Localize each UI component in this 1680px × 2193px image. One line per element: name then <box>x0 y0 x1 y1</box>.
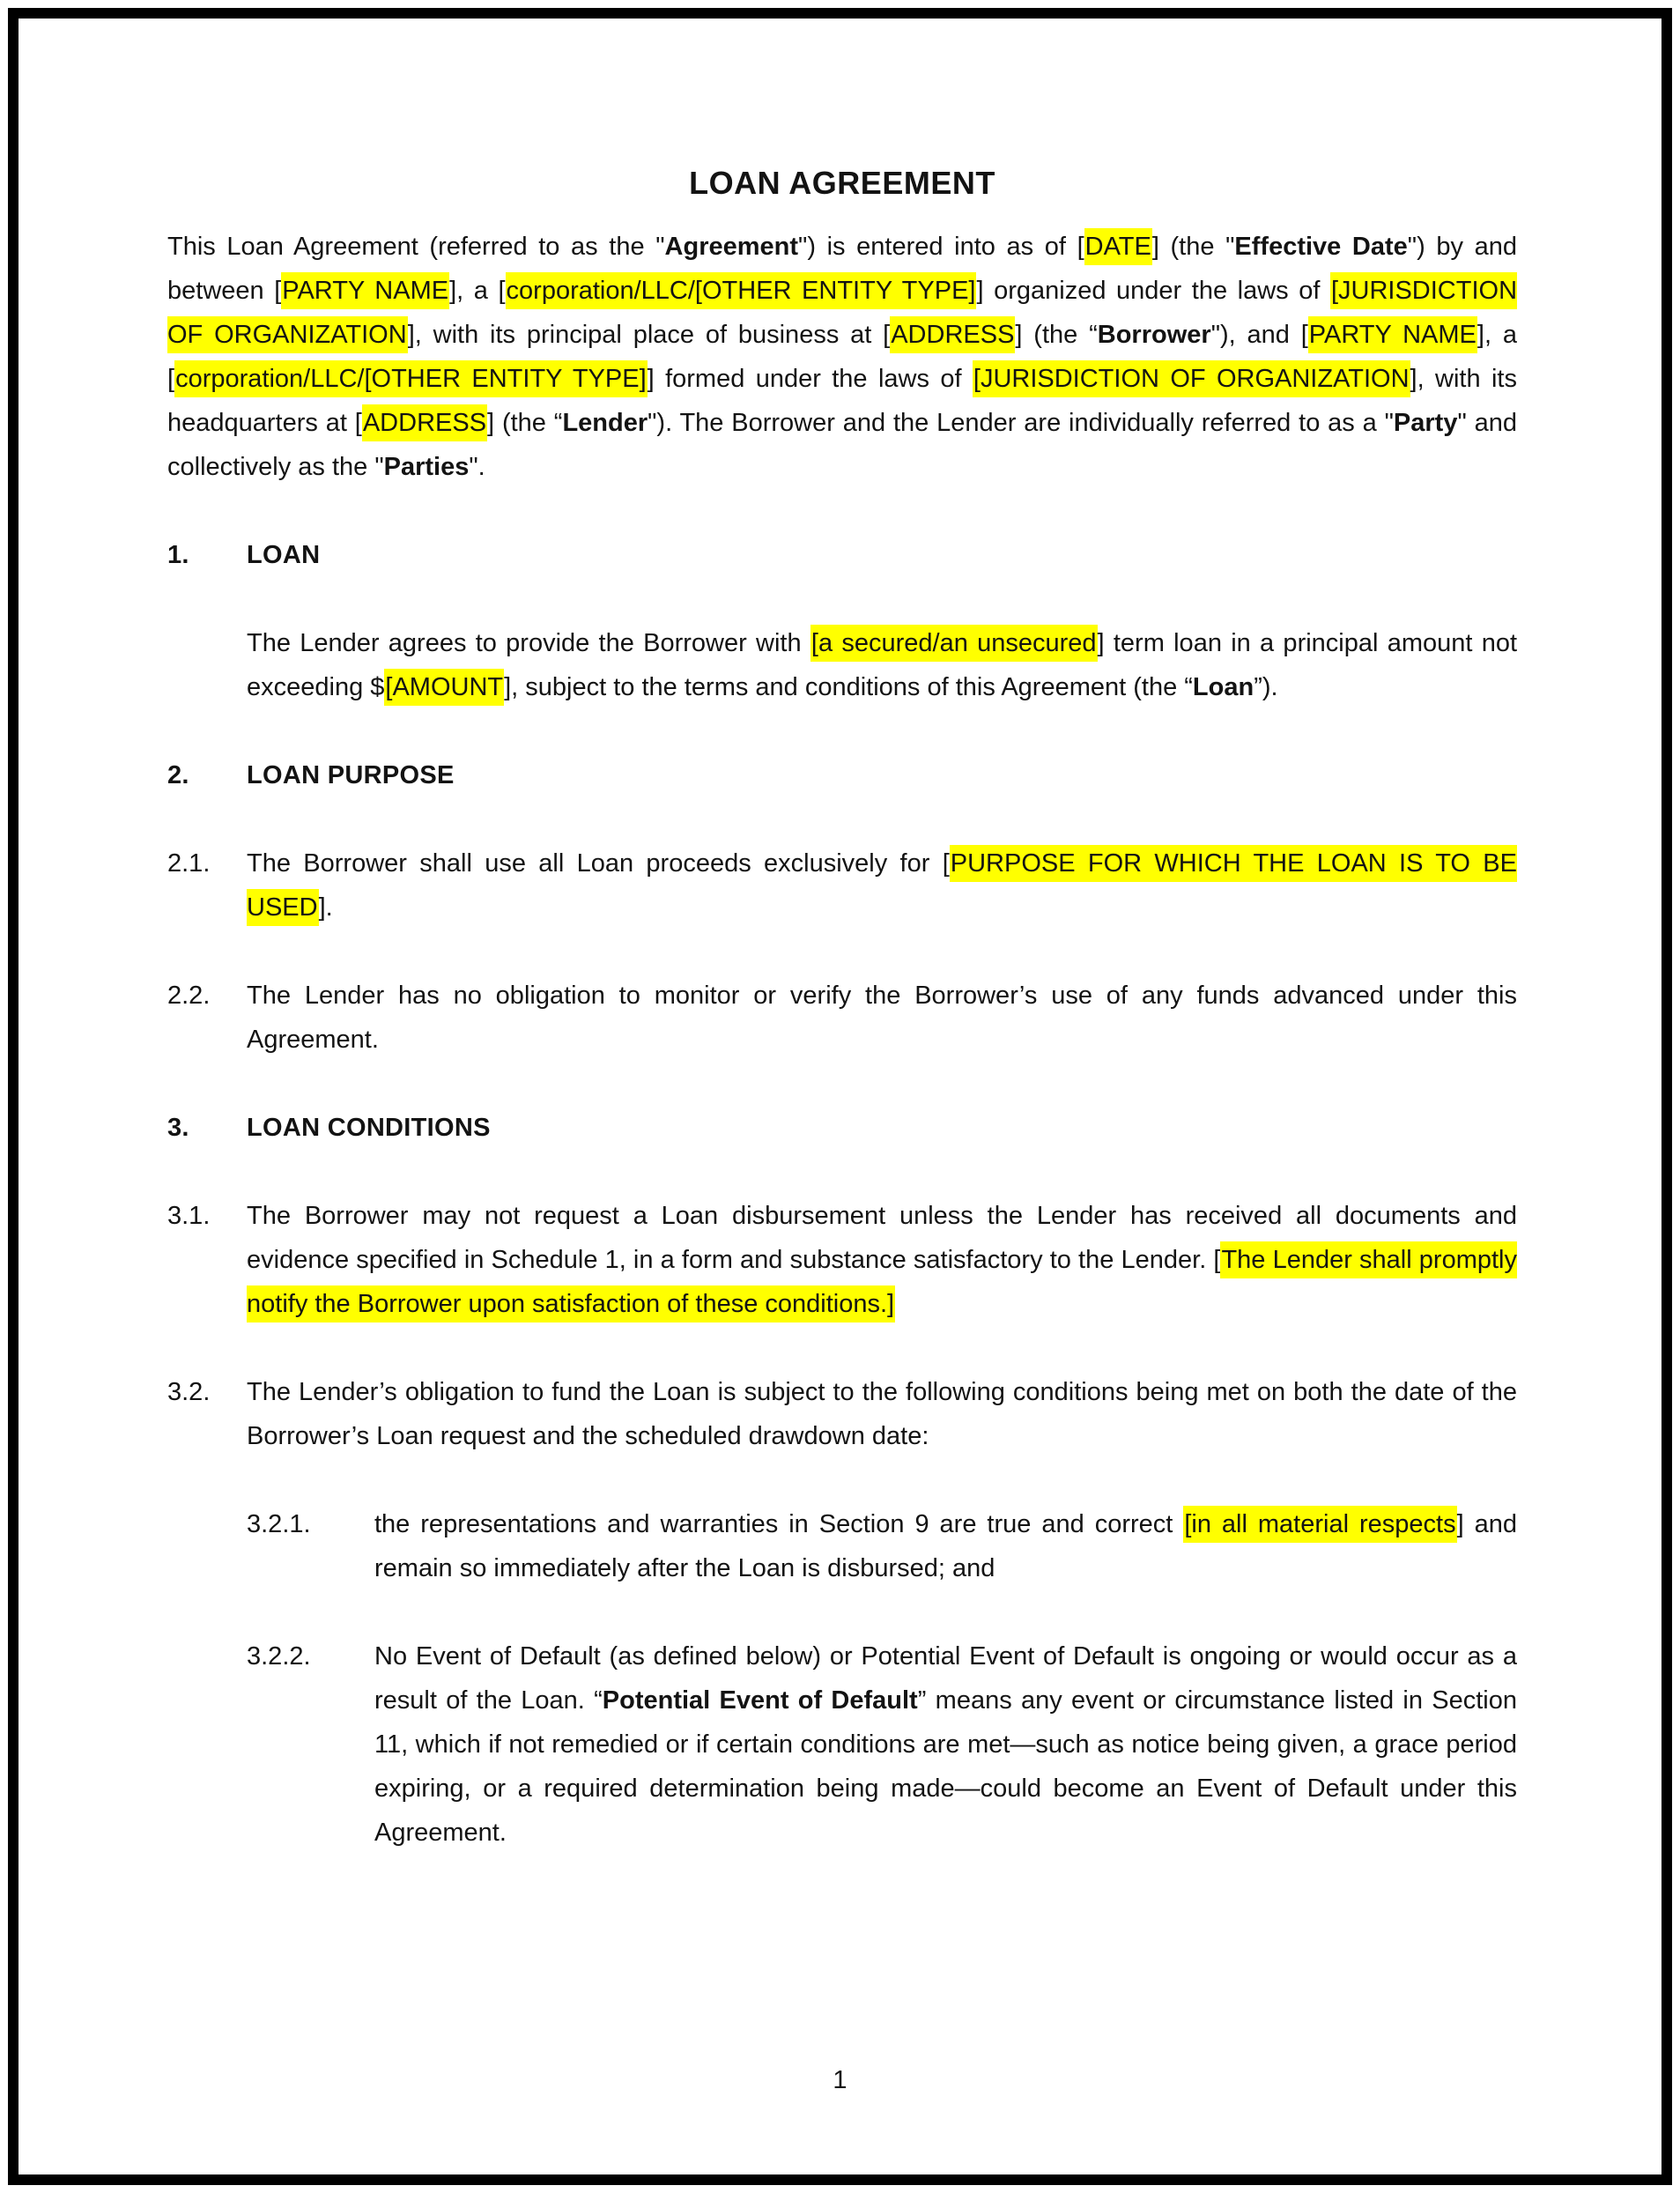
paragraph <box>167 974 1517 1062</box>
section-number: 3.1. <box>167 1202 211 1230</box>
paragraph <box>167 1502 1517 1590</box>
section-number: 2. <box>167 761 189 789</box>
document-content <box>167 161 1517 1855</box>
highlighted-placeholder: [JURISDICTION OF ORGANIZATION <box>973 360 1410 397</box>
text-segment: ". <box>469 453 485 481</box>
highlighted-placeholder: ADDRESS <box>890 316 1015 353</box>
section-number <box>167 621 247 709</box>
highlighted-placeholder: ADDRESS <box>362 404 487 441</box>
text-segment: The Lender has no obligation to monitor or verify the Borrower’s use of any funds advanced under this Agreement. <box>247 982 1517 1054</box>
paragraph-text <box>247 1370 1517 1458</box>
section-heading-text: LOAN CONDITIONS <box>247 1114 491 1142</box>
document-title: LOAN AGREEMENT <box>689 165 995 201</box>
text-segment: ], with its principal place of business at [ <box>407 321 891 349</box>
text-segment: This Loan Agreement (referred to as the " <box>167 233 665 261</box>
paragraph <box>167 1194 1517 1326</box>
highlighted-placeholder: [a secured/an unsecured <box>810 625 1098 662</box>
text-segment: " and collectively as the " <box>167 409 1517 481</box>
paragraph-text <box>167 225 1517 489</box>
text-segment: Effective Date <box>1234 233 1408 261</box>
section-heading <box>167 533 1517 577</box>
text-segment: ], a [ <box>167 321 1517 393</box>
highlighted-placeholder: corporation/LLC/[OTHER ENTITY TYPE] <box>506 272 977 309</box>
section-number: 2.2. <box>167 982 211 1010</box>
text-segment: ] (the “ <box>1015 321 1098 349</box>
section-number: 1. <box>167 541 189 569</box>
text-segment: No Event of Default (as defined below) or Potential Event of Default is ongoing or would occur as a result of the Loan. “ <box>374 1642 1517 1715</box>
text-segment: ] organized under the laws of <box>976 277 1330 305</box>
text-segment: ") by and between [ <box>167 233 1518 305</box>
section-number: 2.1. <box>167 849 211 878</box>
text-segment: Party <box>1393 409 1458 437</box>
text-segment: The Lender’s obligation to fund the Loan is subject to the following conditions being met on both the date of the Borrower’s Loan request and the scheduled drawdown date: <box>247 1378 1517 1450</box>
paragraph <box>167 1634 1517 1855</box>
section-number: 3. <box>167 1114 189 1142</box>
text-segment: Lender <box>562 409 648 437</box>
text-segment: "), and [ <box>1210 321 1308 349</box>
text-segment: Potential Event of Default <box>602 1686 918 1715</box>
paragraph-text <box>247 1194 1517 1326</box>
text-segment: Borrower <box>1097 321 1211 349</box>
paragraph-text <box>247 841 1517 930</box>
text-segment: Agreement <box>664 233 799 261</box>
highlighted-placeholder: The Lender shall promptly notify the Borrower upon satisfaction of these conditions.] <box>247 1241 1517 1322</box>
text-segment: ] term loan in a principal amount not exceeding $ <box>247 629 1518 701</box>
text-segment: ” means any event or circumstance listed in Section 11, which if not remedied or if certain conditions are met—such as notice being given, a grace period expiring, or a required determination being made—could become an Event of Default under this Agreement. <box>374 1686 1517 1847</box>
section-heading-text: LOAN PURPOSE <box>247 761 455 789</box>
text-segment: ”). <box>1254 673 1278 701</box>
text-segment: ], a [ <box>449 277 506 305</box>
highlighted-placeholder: [JURISDICTION OF ORGANIZATION <box>167 272 1517 353</box>
highlighted-placeholder: DATE <box>1084 228 1152 265</box>
page-number: 1 <box>833 2066 847 2094</box>
text-segment: ") is entered into as of [ <box>798 233 1084 261</box>
text-segment: Parties <box>383 453 470 481</box>
text-segment: ] (the “ <box>487 409 563 437</box>
text-segment: ] and remain so immediately after the Loan is disbursed; and <box>374 1510 1518 1582</box>
highlighted-placeholder: [in all material respects <box>1183 1506 1456 1543</box>
text-segment: "). The Borrower and the Lender are individually referred to as a " <box>648 409 1394 437</box>
text-segment: The Borrower shall use all Loan proceeds exclusively for [ <box>247 849 950 878</box>
section-heading-text: LOAN <box>247 541 321 569</box>
paragraph-text <box>247 621 1517 709</box>
text-segment: the representations and warranties in Section 9 are true and correct <box>374 1510 1184 1538</box>
highlighted-placeholder: PURPOSE FOR WHICH THE LOAN IS TO BE USED <box>247 845 1517 926</box>
section-heading <box>167 753 1517 797</box>
text-segment: ] (the " <box>1151 233 1235 261</box>
text-segment: The Lender agrees to provide the Borrower with <box>247 629 810 657</box>
section-heading <box>167 1106 1517 1150</box>
text-segment: Loan <box>1192 673 1254 701</box>
text-segment: ], subject to the terms and conditions of this Agreement (the “ <box>504 673 1193 701</box>
text-segment: ]. <box>318 893 333 922</box>
text-segment: The Borrower may not request a Loan disbursement unless the Lender has received all documents and evidence specified in Schedule 1, in a form and substance satisfactory to the Lender. [ <box>247 1202 1517 1274</box>
highlighted-placeholder: PARTY NAME <box>281 272 449 309</box>
highlighted-placeholder: corporation/LLC/[OTHER ENTITY TYPE] <box>174 360 648 397</box>
section-number: 3.2.1. <box>247 1510 311 1538</box>
text-segment: ] formed under the laws of <box>647 365 973 393</box>
paragraph <box>167 1370 1517 1458</box>
highlighted-placeholder: [AMOUNT <box>384 669 504 706</box>
section-number: 3.2.2. <box>247 1642 311 1671</box>
paragraph-text <box>374 1502 1517 1590</box>
paragraph <box>167 225 1517 489</box>
highlighted-placeholder: PARTY NAME <box>1308 316 1477 353</box>
section-number: 3.2. <box>167 1378 211 1406</box>
text-segment: ], with its headquarters at [ <box>167 365 1517 437</box>
paragraph <box>167 621 1517 709</box>
paragraph-text <box>374 1634 1517 1855</box>
paragraph-text <box>247 974 1517 1062</box>
paragraph <box>167 841 1517 930</box>
document-body <box>167 225 1517 1855</box>
